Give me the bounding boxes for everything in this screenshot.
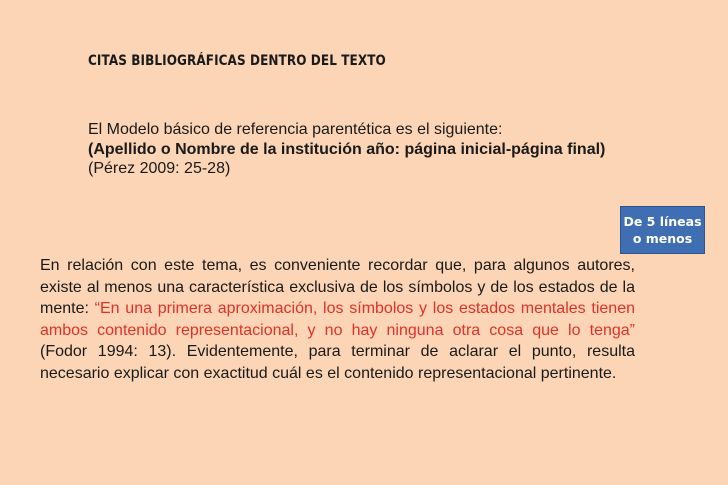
model-intro: El Modelo básico de referencia parentética es el siguiente:: [88, 121, 503, 138]
badge-line-2: o menos: [632, 231, 693, 246]
slide-title: CITAS BIBLIOGRÁFICAS DENTRO DEL TEXTO: [88, 53, 386, 69]
model-example: (Pérez 2009: 25-28): [88, 160, 231, 177]
length-badge: [620, 206, 705, 254]
paragraph-after: (Fodor 1994: 13). Evidentemente, para terminar de aclarar el punto, resulta necesario explicar con exactitud cuál es el contenido representacional pertinente.: [40, 343, 635, 382]
example-paragraph: [40, 255, 635, 385]
model-format: (Apellido o Nombre de la institución año: página inicial-página final): [88, 140, 606, 158]
paragraph-before: En relación con este tema, es conveniente recordar que, para algunos autores, existe al menos una característica exclusiva de los símbolos y de los estados de la mente:: [40, 257, 635, 318]
paragraph-quote: “En una primera aproximación, los símbolos y los estados mentales tienen ambos contenido representacional, y no hay ninguna otra cosa que lo tenga”: [40, 300, 635, 339]
badge-line-1: De 5 líneas: [623, 214, 702, 229]
model-block: [88, 120, 636, 179]
